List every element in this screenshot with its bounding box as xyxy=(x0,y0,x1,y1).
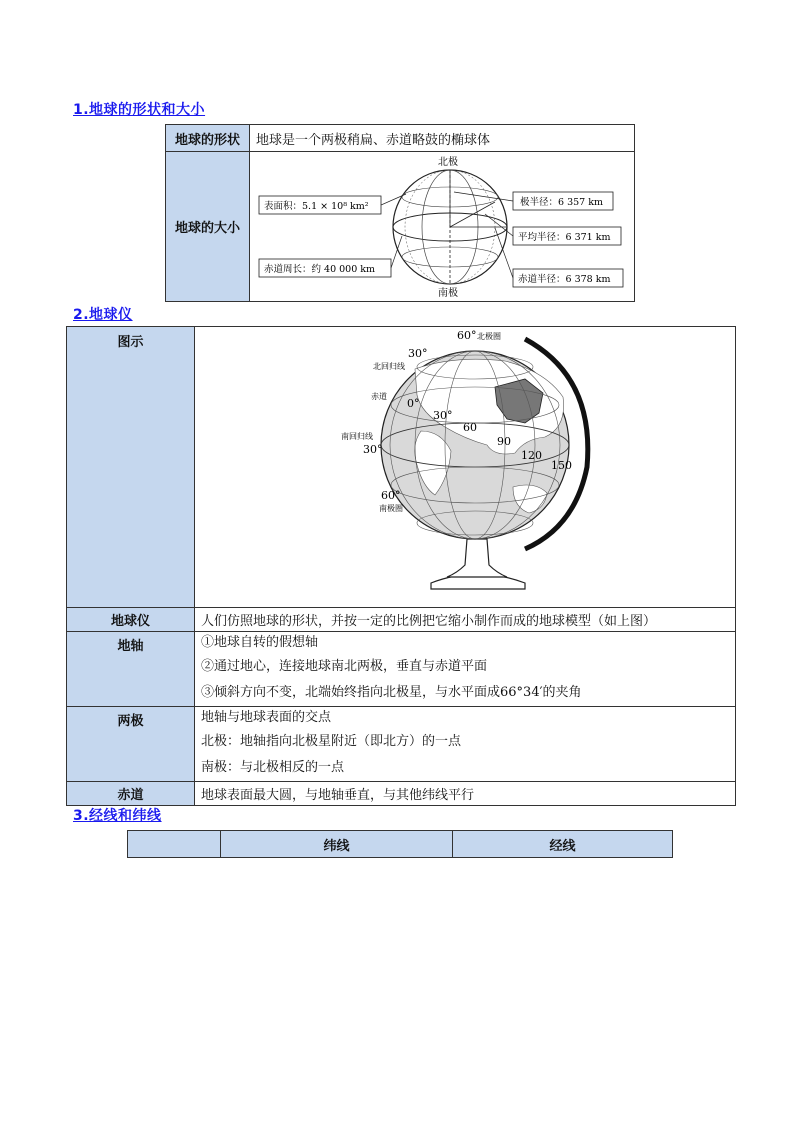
lon90-label: 90 xyxy=(497,435,511,448)
shape-text: 地球是一个两极稍扁、赤道略鼓的椭球体 xyxy=(250,125,635,152)
globe-illustration xyxy=(195,327,735,603)
lon120-label: 120 xyxy=(521,449,542,462)
mean-radius-label: 平均半径：6 371 km xyxy=(518,232,611,243)
lat30n-label: 30° xyxy=(408,347,428,360)
tropic-cancer-label: 北回归线 xyxy=(373,362,405,371)
size-header: 地球的大小 xyxy=(166,152,250,302)
poles-content xyxy=(195,707,736,782)
poles-line-3: 南极：与北极相反的一点 xyxy=(201,760,345,775)
equator-header: 赤道 xyxy=(67,782,195,806)
lat60s-label: 60° xyxy=(381,489,401,502)
equator-definition: 地球表面最大圆，与地轴垂直，与其他纬线平行 xyxy=(195,782,736,806)
tropic-capricorn-label: 南回归线 xyxy=(341,432,373,441)
shape-size-table xyxy=(165,124,635,302)
section3-title: 3.经线和纬线 xyxy=(73,808,162,824)
lon150-label: 150 xyxy=(551,459,572,472)
lat30s-label: 30° xyxy=(363,443,383,456)
poles-line-2: 北极：地轴指向北极星附近（即北方）的一点 xyxy=(201,734,462,749)
equator-label: 赤道 xyxy=(371,392,387,401)
lat0-label: 0° xyxy=(407,397,420,410)
equatorial-radius-label: 赤道半径：6 378 km xyxy=(518,274,611,285)
lon30-label: 30° xyxy=(433,409,453,422)
axis-header: 地轴 xyxy=(67,632,195,707)
axis-line-2: ②通过地心，连接地球南北两极，垂直与赤道平面 xyxy=(201,659,488,674)
poles-header: 两极 xyxy=(67,707,195,782)
surface-area-label: 表面积：5.1 × 10⁸ km² xyxy=(264,201,369,212)
axis-line-1: ①地球自转的假想轴 xyxy=(201,635,319,650)
arctic-circle-label: 北极圈 xyxy=(477,332,501,341)
figure-header: 图示 xyxy=(67,327,195,608)
lat60n-label: 60° xyxy=(457,329,477,342)
blank-header xyxy=(128,831,221,858)
north-pole-label: 北极 xyxy=(438,157,458,168)
longitude-header: 经线 xyxy=(453,831,673,858)
latitude-header: 纬线 xyxy=(221,831,453,858)
globe-definition: 人们仿照地球的形状，并按一定的比例把它缩小制作而成的地球模型（如上图） xyxy=(195,608,736,632)
earth-size-diagram xyxy=(250,152,634,297)
globe-table xyxy=(66,326,736,806)
polar-radius-label: 极半径：6 357 km xyxy=(520,197,603,208)
south-pole-label: 南极 xyxy=(438,288,458,297)
equator-circumference-label: 赤道周长：约 40 000 km xyxy=(264,264,376,275)
axis-line-3: ③倾斜方向不变，北端始终指向北极星，与水平面成66°34′的夹角 xyxy=(201,685,582,700)
globe-figure-cell xyxy=(195,327,736,608)
size-diagram-cell xyxy=(250,152,635,302)
axis-content xyxy=(195,632,736,707)
globe-header: 地球仪 xyxy=(67,608,195,632)
shape-header: 地球的形状 xyxy=(166,125,250,152)
antarctic-circle-label: 南极圈 xyxy=(379,504,403,513)
lon60-label: 60 xyxy=(463,421,477,434)
poles-line-1: 地轴与地球表面的交点 xyxy=(201,710,332,725)
section2-title: 2.地球仪 xyxy=(73,307,133,323)
section1-title: 1.地球的形状和大小 xyxy=(73,102,206,118)
lat-long-table xyxy=(127,830,673,858)
